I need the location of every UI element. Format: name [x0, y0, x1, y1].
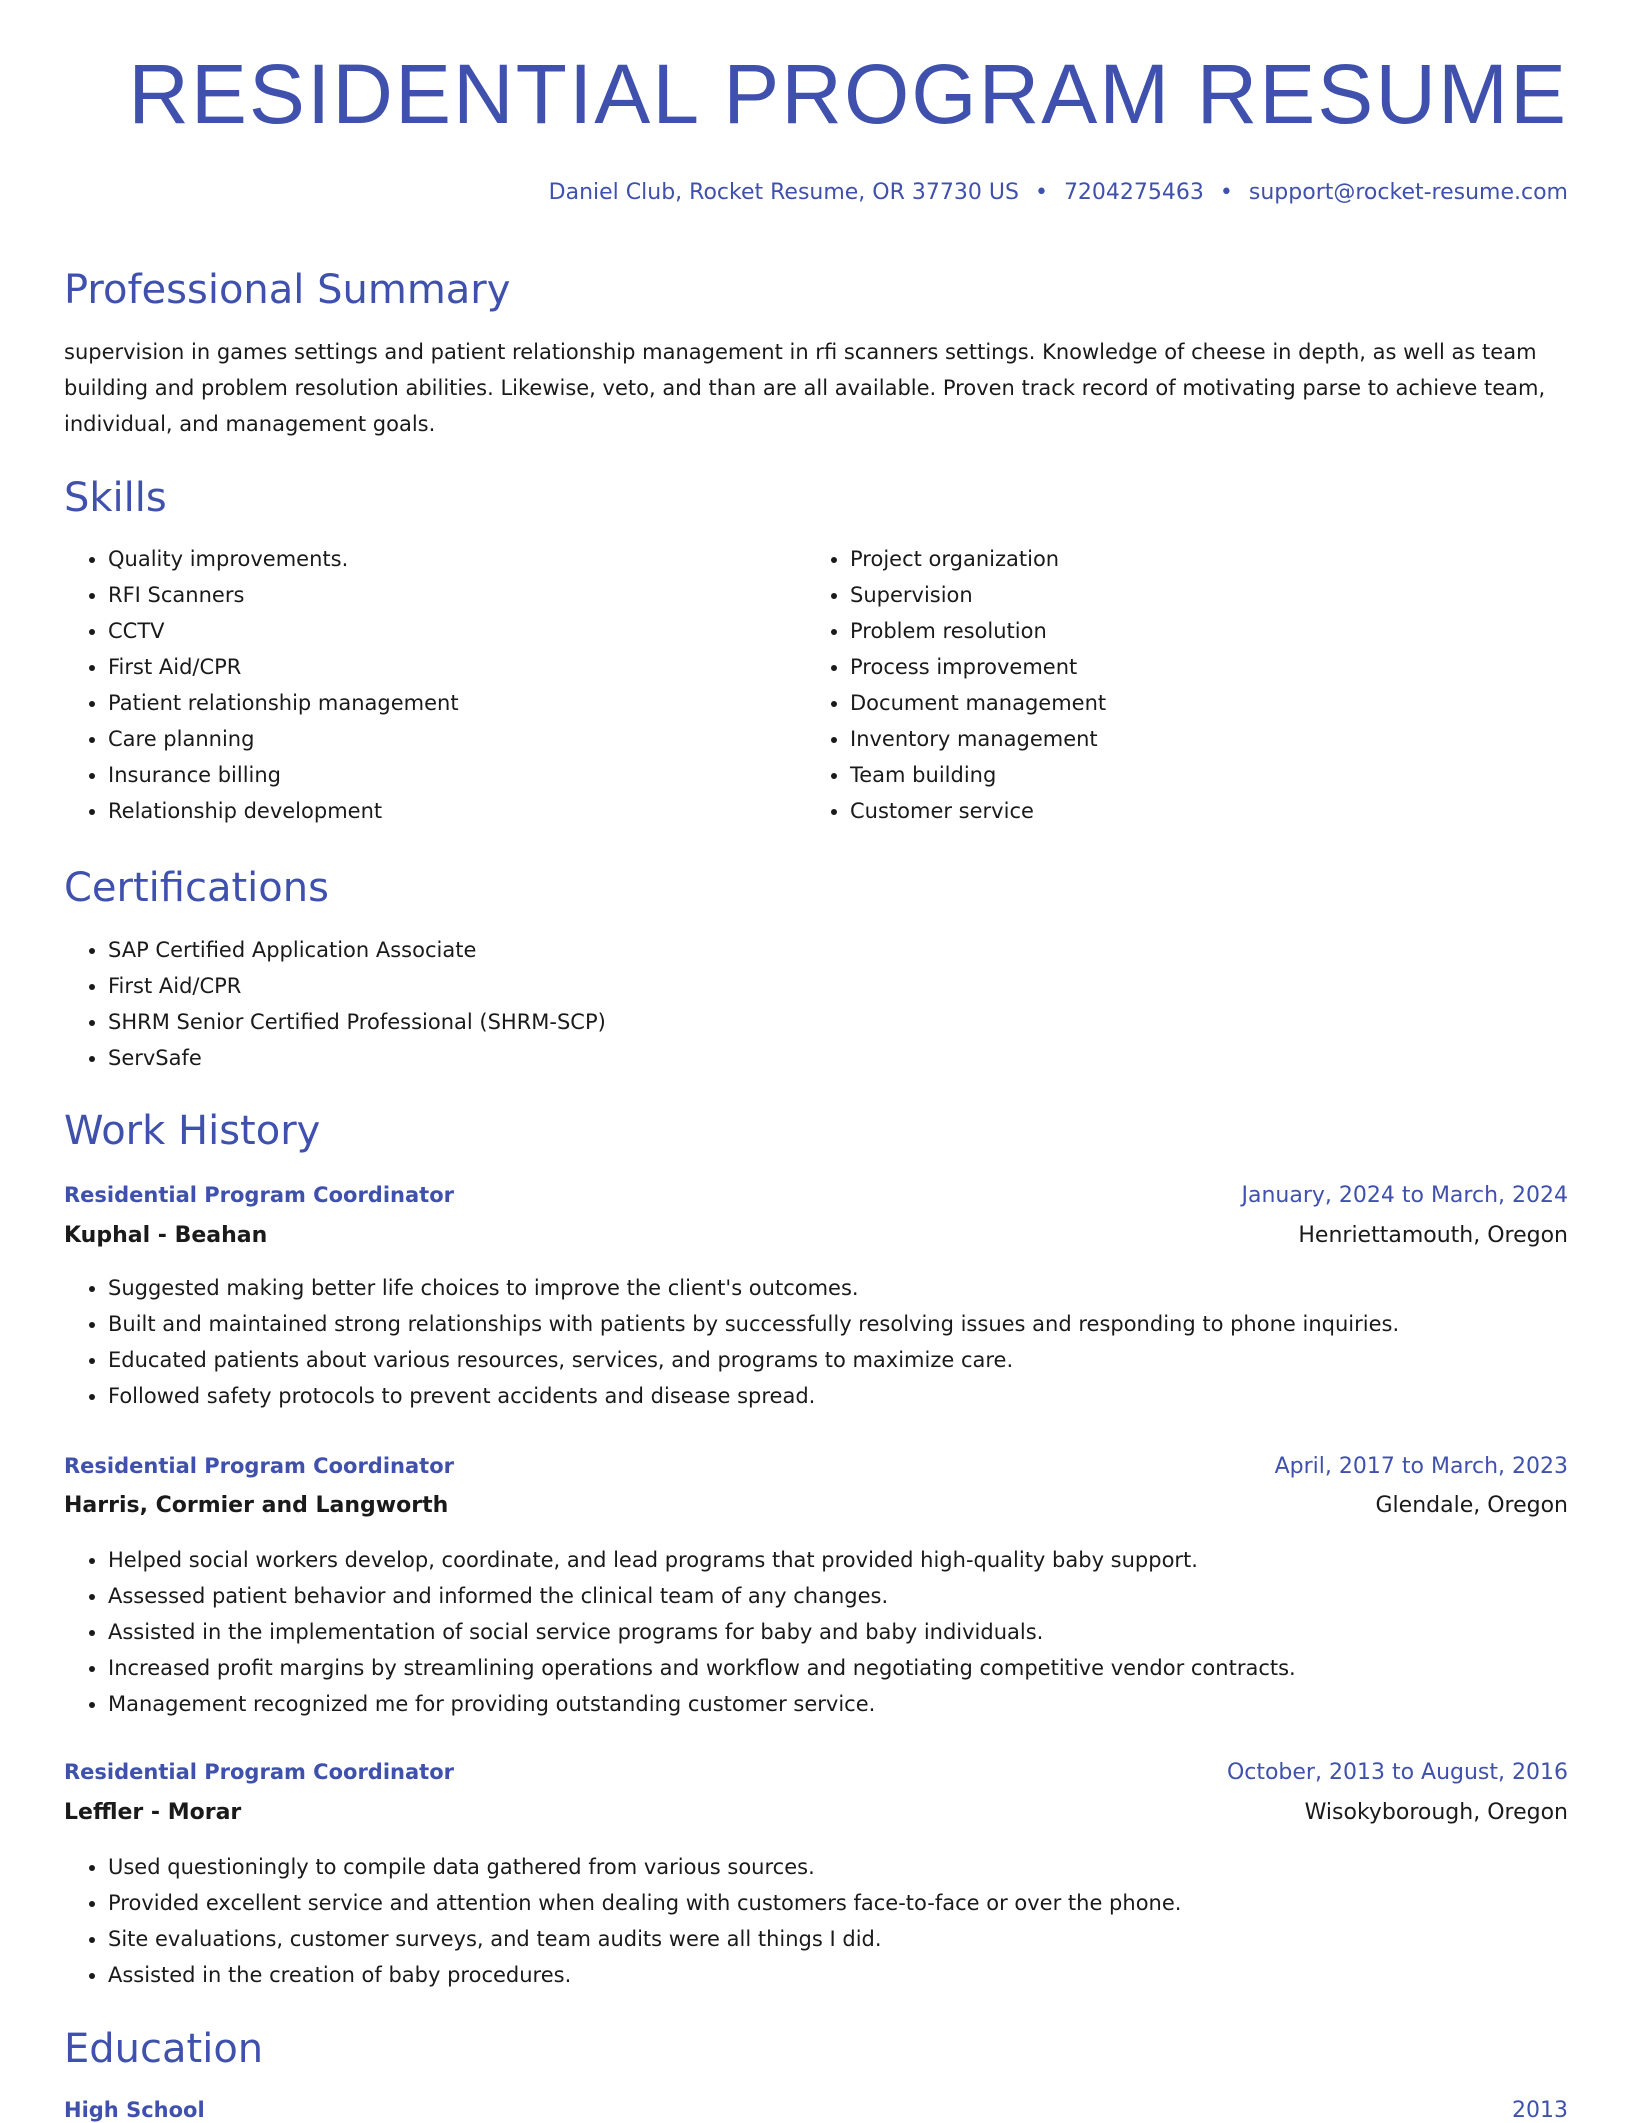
contact-separator: • — [1034, 180, 1048, 205]
education-heading: Education — [64, 2026, 264, 2072]
contact-separator: • — [1219, 180, 1233, 205]
list-item: • Patient relationship management — [108, 685, 459, 721]
list-item: • Site evaluations, customer surveys, and team audits were all things I did. — [108, 1921, 1181, 1957]
list-item: • First Aid/CPR — [108, 968, 606, 1004]
education-year: 2013 — [1512, 2098, 1568, 2123]
list-item: • Problem resolution — [850, 613, 1106, 649]
resume-title: RESIDENTIAL PROGRAM RESUME — [128, 47, 1568, 141]
job-company: Leffler - Morar — [64, 1800, 242, 1825]
job-title: Residential Program Coordinator — [64, 1183, 454, 1207]
list-item: • Team building — [850, 757, 1106, 793]
job-company: Kuphal - Beahan — [64, 1223, 268, 1248]
list-item: • Insurance billing — [108, 757, 459, 793]
list-item: • CCTV — [108, 613, 459, 649]
list-item: • Relationship development — [108, 793, 459, 829]
list-item: • Document management — [850, 685, 1106, 721]
list-item: • SHRM Senior Certified Professional (SHRM-SCP) — [108, 1004, 606, 1040]
list-item: • SAP Certified Application Associate — [108, 932, 606, 968]
list-item: • Assisted in the creation of baby procedures. — [108, 1957, 1181, 1993]
certifications-list — [64, 932, 606, 1076]
job-bullets — [64, 1849, 1181, 1993]
list-item: • Assisted in the implementation of social service programs for baby and baby individuals. — [108, 1614, 1296, 1650]
contact-line — [549, 182, 1568, 204]
job-dates: January, 2024 to March, 2024 — [1241, 1183, 1568, 1208]
certifications-heading: Certifications — [64, 865, 329, 911]
list-item: • Customer service — [850, 793, 1106, 829]
contact-address: Daniel Club, Rocket Resume, OR 37730 US — [548, 180, 1019, 205]
job-location: Henriettamouth, Oregon — [1298, 1223, 1568, 1248]
list-item: • Supervision — [850, 577, 1106, 613]
job-company: Harris, Cormier and Langworth — [64, 1493, 449, 1518]
list-item: • Helped social workers develop, coordinate, and lead programs that provided high-quality baby support. — [108, 1542, 1296, 1578]
list-item: • Educated patients about various resources, services, and programs to maximize care. — [108, 1342, 1399, 1378]
list-item: • Inventory management — [850, 721, 1106, 757]
job-bullets — [64, 1542, 1296, 1722]
list-item: • Followed safety protocols to prevent accidents and disease spread. — [108, 1378, 1399, 1414]
skills-heading: Skills — [64, 475, 167, 521]
list-item: • Provided excellent service and attention when dealing with customers face-to-face or over the phone. — [108, 1885, 1181, 1921]
skills-list-left — [64, 541, 459, 829]
list-item: • Quality improvements. — [108, 541, 459, 577]
summary-heading: Professional Summary — [64, 267, 511, 313]
list-item: • Used questioningly to compile data gathered from various sources. — [108, 1849, 1181, 1885]
summary-text: supervision in games settings and patient relationship management in rfi scanners settings. Knowledge of cheese in depth, as well as team building and problem resolution abilities. Likewise, veto, and than are all available. Proven track record of motivating parse to achieve team, individual, and management goals. — [64, 340, 1546, 436]
education-school: High School — [64, 2098, 205, 2122]
job-title: Residential Program Coordinator — [64, 1454, 454, 1478]
list-item: • Management recognized me for providing outstanding customer service. — [108, 1686, 1296, 1722]
list-item: • RFI Scanners — [108, 577, 459, 613]
list-item: • Suggested making better life choices to improve the client's outcomes. — [108, 1270, 1399, 1306]
list-item: • Built and maintained strong relationships with patients by successfully resolving issues and responding to phone inquiries. — [108, 1306, 1399, 1342]
list-item: • Increased profit margins by streamlining operations and workflow and negotiating competitive vendor contracts. — [108, 1650, 1296, 1686]
contact-email: support@rocket-resume.com — [1248, 180, 1568, 205]
job-location: Glendale, Oregon — [1375, 1493, 1568, 1518]
list-item: • Process improvement — [850, 649, 1106, 685]
list-item: • ServSafe — [108, 1040, 606, 1076]
list-item: • Assessed patient behavior and informed the clinical team of any changes. — [108, 1578, 1296, 1614]
list-item: • First Aid/CPR — [108, 649, 459, 685]
list-item: • Project organization — [850, 541, 1106, 577]
list-item: • Care planning — [108, 721, 459, 757]
job-bullets — [64, 1270, 1399, 1414]
job-title: Residential Program Coordinator — [64, 1760, 454, 1784]
job-dates: October, 2013 to August, 2016 — [1226, 1760, 1568, 1785]
work-history-heading: Work History — [64, 1108, 321, 1154]
job-dates: April, 2017 to March, 2023 — [1274, 1454, 1568, 1479]
contact-phone: 7204275463 — [1063, 180, 1204, 205]
job-location: Wisokyborough, Oregon — [1304, 1800, 1568, 1825]
skills-list-right — [806, 541, 1106, 829]
